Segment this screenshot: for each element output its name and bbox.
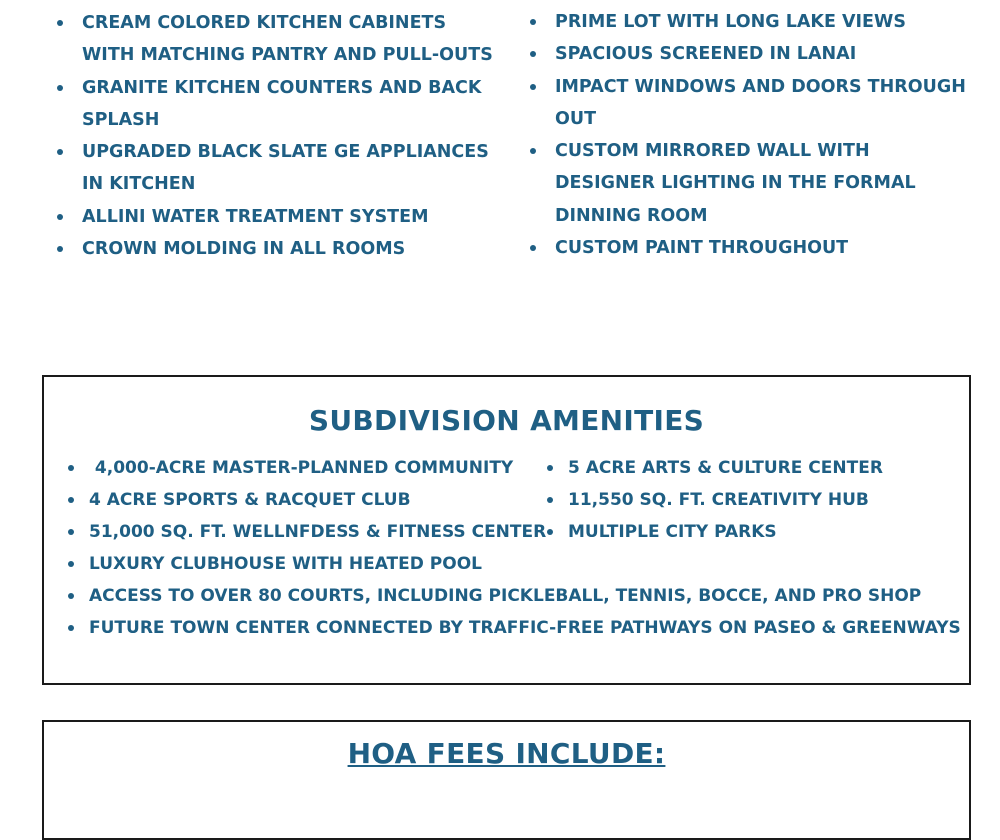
- list-item: CROWN MOLDING IN ALL ROOMS: [55, 233, 495, 265]
- list-item: ALLINI WATER TREATMENT SYSTEM: [55, 201, 495, 233]
- list-item: SPACIOUS SCREENED IN LANAI: [528, 38, 968, 70]
- list-item: UPGRADED BLACK SLATE GE APPLIANCES IN KITCHEN: [55, 136, 495, 201]
- hoa-box: [42, 720, 971, 840]
- list-item: LUXURY CLUBHOUSE WITH HEATED POOL: [68, 548, 546, 580]
- list-item: CUSTOM MIRRORED WALL WITH DESIGNER LIGHTING IN THE FORMAL DINNING ROOM: [528, 135, 968, 232]
- features-list-left: [55, 7, 495, 265]
- amenities-list-right: [547, 452, 883, 548]
- list-item: CREAM COLORED KITCHEN CABINETS WITH MATCHING PANTRY AND PULL-OUTS: [55, 7, 495, 72]
- list-item: 5 ACRE ARTS & CULTURE CENTER: [547, 452, 883, 484]
- list-item: IMPACT WINDOWS AND DOORS THROUGH OUT: [528, 71, 968, 136]
- list-item: MULTIPLE CITY PARKS: [547, 516, 883, 548]
- list-item: 11,550 SQ. FT. CREATIVITY HUB: [547, 484, 883, 516]
- list-item: PRIME LOT WITH LONG LAKE VIEWS: [528, 6, 968, 38]
- amenities-list-full: [68, 580, 961, 644]
- amenities-title: SUBDIVISION AMENITIES: [308, 404, 705, 437]
- list-item: 4 ACRE SPORTS & RACQUET CLUB: [68, 484, 546, 516]
- list-item: FUTURE TOWN CENTER CONNECTED BY TRAFFIC-FREE PATHWAYS ON PASEO & GREENWAYS: [68, 612, 961, 644]
- amenities-box: [42, 375, 971, 685]
- list-item: ACCESS TO OVER 80 COURTS, INCLUDING PICKLEBALL, TENNIS, BOCCE, AND PRO SHOP: [68, 580, 961, 612]
- features-list-right: [528, 6, 968, 264]
- list-item: CUSTOM PAINT THROUGHOUT: [528, 232, 968, 264]
- list-item: GRANITE KITCHEN COUNTERS AND BACK SPLASH: [55, 72, 495, 137]
- list-item: 51,000 SQ. FT. WELLNFDESS & FITNESS CENTER: [68, 516, 546, 548]
- hoa-title: HOA FEES INCLUDE:: [347, 737, 666, 770]
- list-item: 4,000-ACRE MASTER-PLANNED COMMUNITY: [68, 452, 546, 484]
- amenities-list-left: [68, 452, 546, 580]
